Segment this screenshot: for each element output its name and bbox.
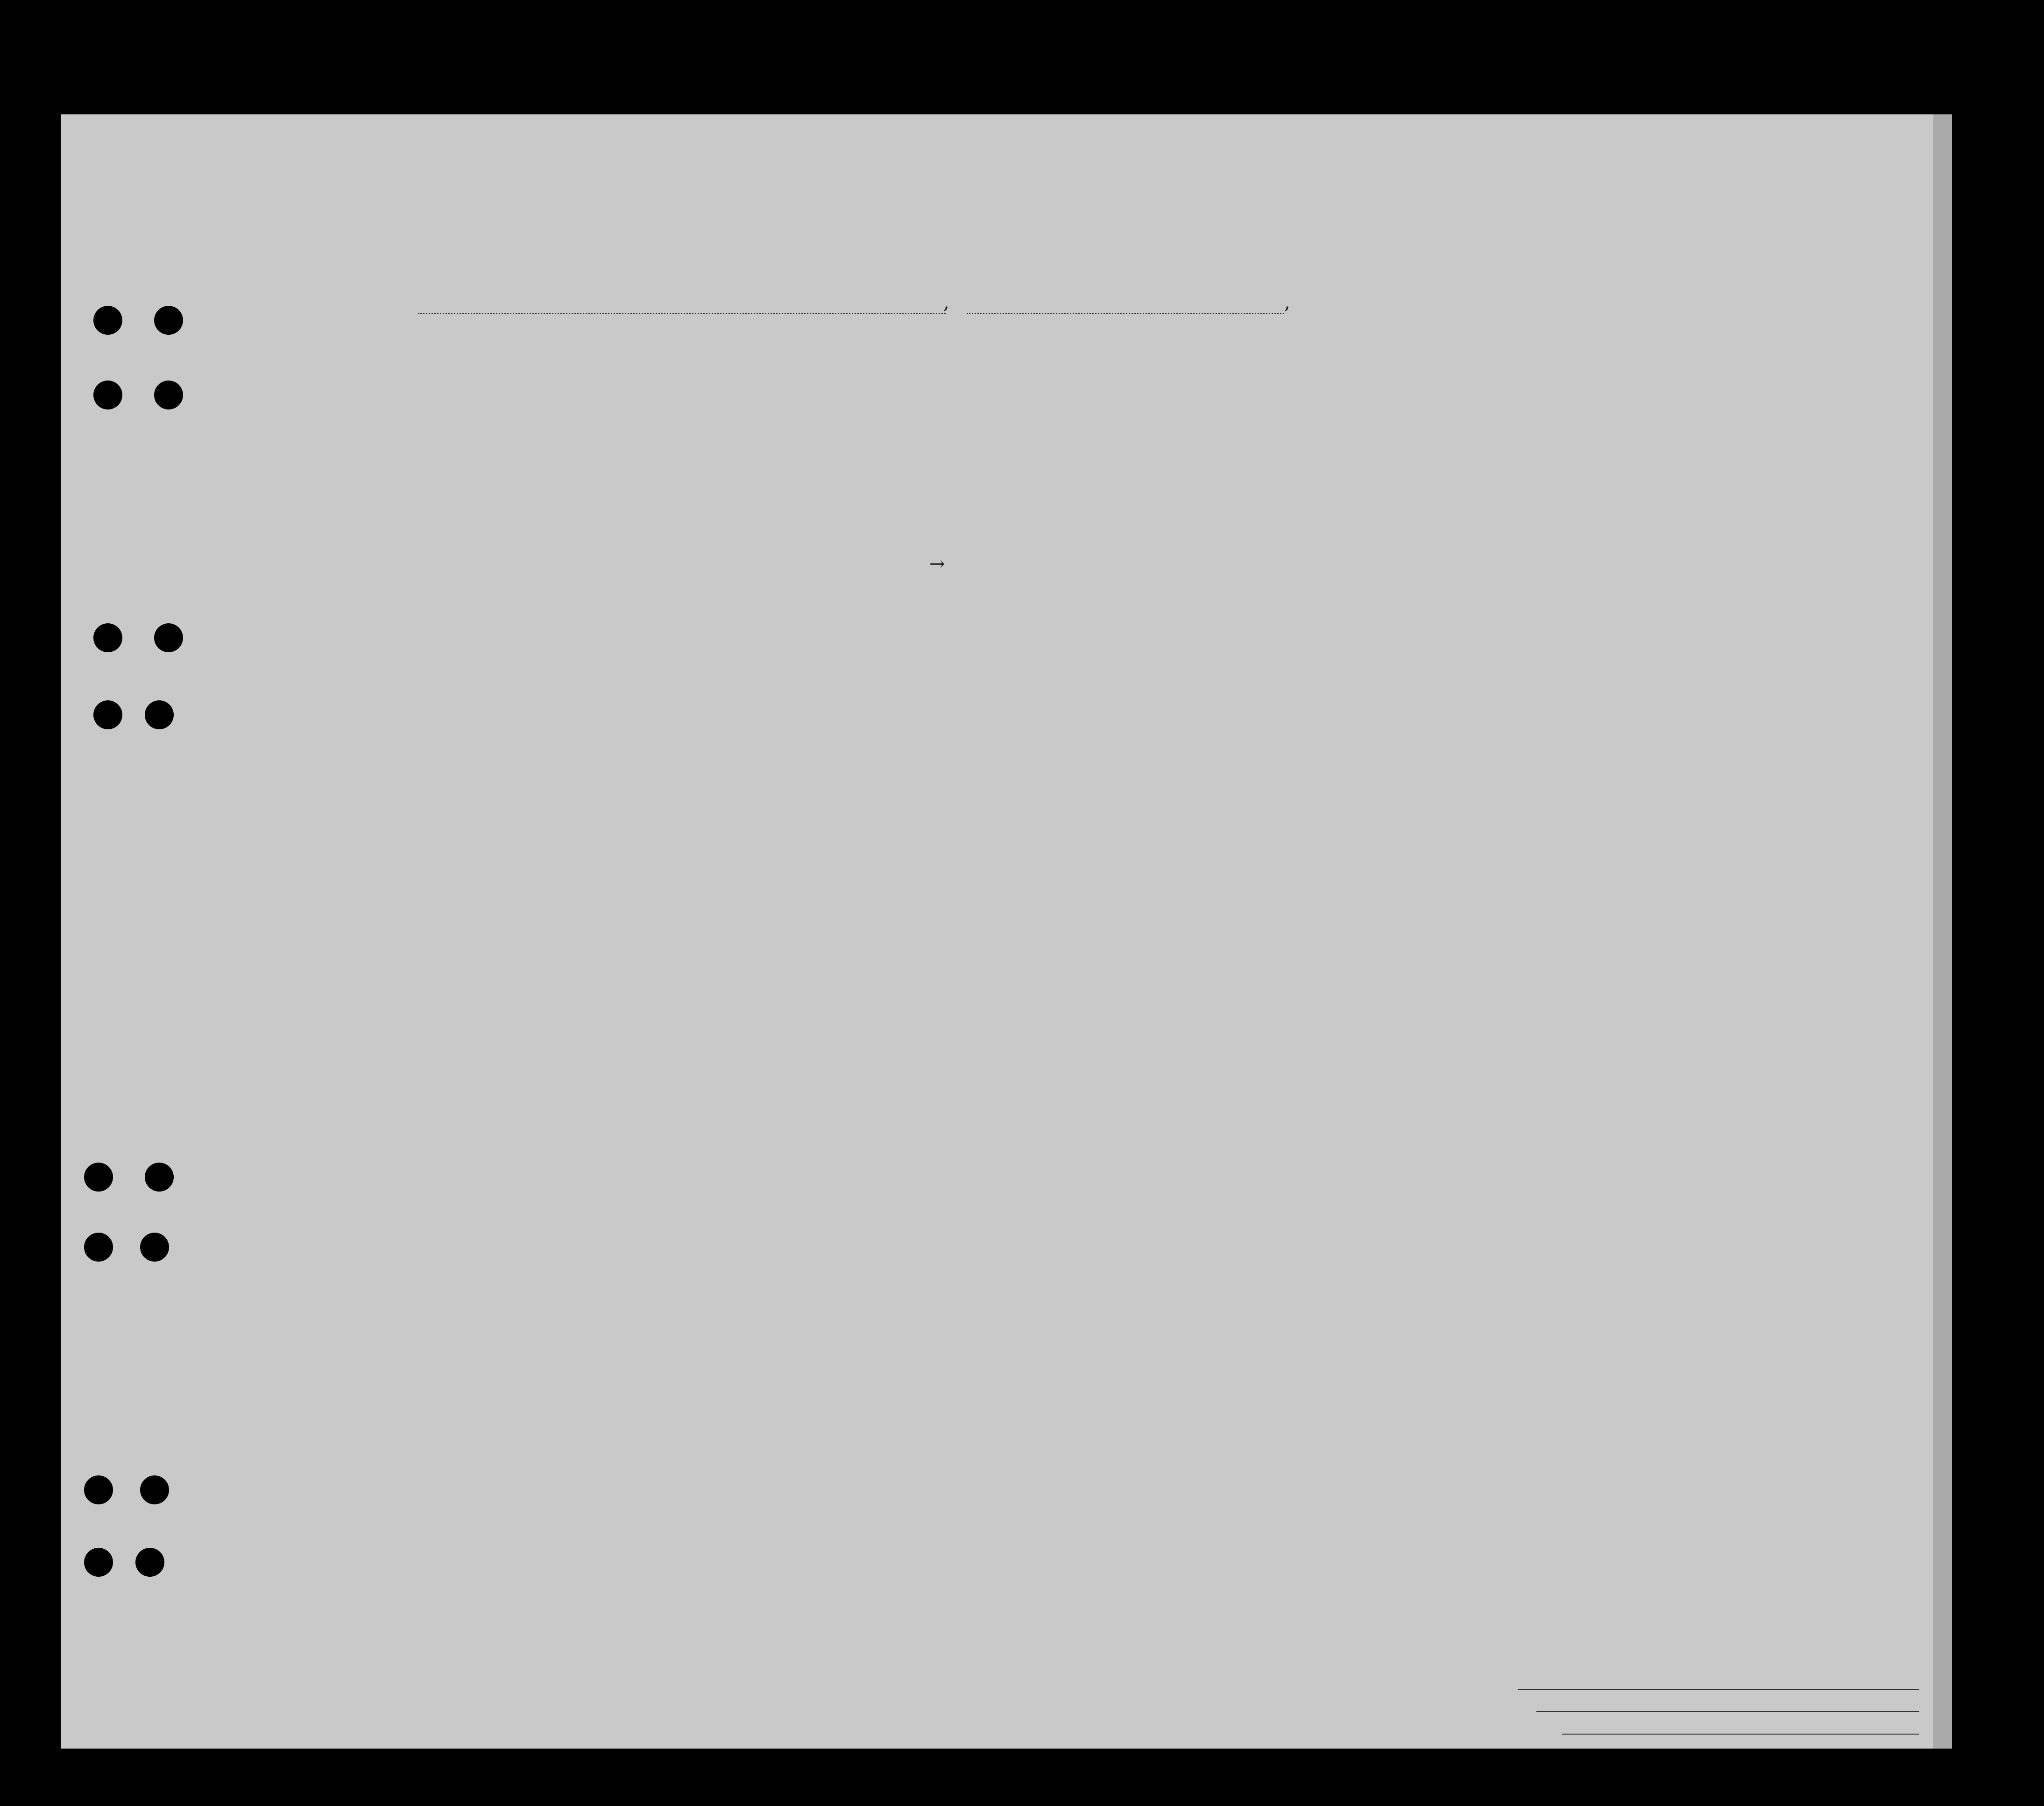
binder-hole	[93, 700, 122, 729]
binder-hole	[154, 306, 183, 335]
binder-hole	[135, 1548, 164, 1577]
comma-1: ,	[943, 292, 949, 313]
binder-hole	[84, 1233, 113, 1262]
binder-hole	[84, 1548, 113, 1577]
binder-hole	[93, 623, 122, 652]
binder-hole	[140, 1233, 169, 1262]
binder-hole	[154, 381, 183, 409]
binder-hole	[84, 1475, 113, 1504]
port-line	[418, 313, 946, 314]
binder-hole	[84, 1163, 113, 1192]
comma-2: ,	[1284, 292, 1290, 313]
r1-arrow-icon: →	[929, 553, 945, 575]
binder-hole	[145, 1163, 174, 1192]
date-line	[967, 313, 1284, 314]
binder-hole	[145, 700, 174, 729]
line-underline	[1518, 1689, 1919, 1690]
binder-hole	[93, 381, 122, 409]
binder-hole	[93, 306, 122, 335]
agents-underline	[1562, 1734, 1919, 1735]
manifest-grid	[61, 114, 1952, 1749]
binder-hole	[154, 623, 183, 652]
binder-hole	[140, 1475, 169, 1504]
manifest-sheet	[61, 114, 1952, 1749]
owners-underline	[1536, 1711, 1919, 1712]
